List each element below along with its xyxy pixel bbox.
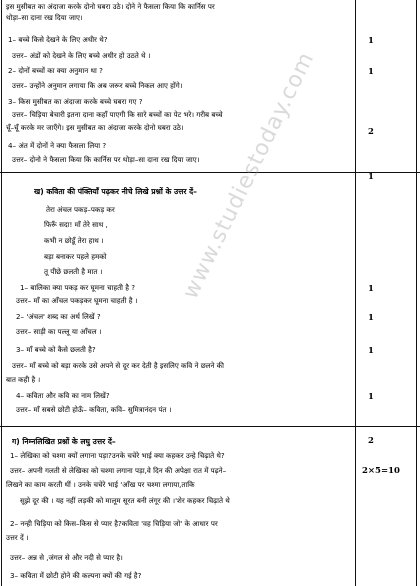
marks-c-total: 2×5=10	[362, 466, 400, 476]
question-b2: 2– 'अंचल' शब्द का अर्थ लिखें ?	[16, 312, 101, 321]
row-divider-1	[0, 172, 420, 173]
poem-line-5: तू पीछे छलती है मात ।	[44, 267, 103, 276]
question-c1: 1– लेखिका को चश्मा क्यों लगाना पड़ा?उनके चचेरे भाई क्या कहकर उन्हे चिढ़ाते थे?	[10, 451, 225, 460]
section-c-heading: ग) निम्नलिखित प्रश्नों के लघु उत्तर दें–	[12, 437, 116, 446]
question-c2-line-2: उत्तर दें ।	[6, 533, 29, 542]
poem-line-2: फिरूँ सदा! माँ तेरे साथ ,	[44, 220, 108, 229]
table-border-right	[416, 0, 417, 586]
passage-line-2: थोड़ा–सा दाना रख दिया जाए।	[6, 13, 83, 22]
poem-line-3: कभी न छोडूँ तेरा हाथ ।	[44, 236, 104, 245]
table-border-left	[1, 0, 2, 586]
marks-b2: 1	[368, 313, 374, 323]
question-a2: 2– दोनों बच्चों का क्या अनुमान था ?	[8, 66, 103, 75]
answer-b3-line-2: बात कही है ।	[6, 375, 41, 384]
question-c2-line-1: 2– नन्ही चिड़िया को किस–किस से प्यार है?कविता 'वह चिड़िया जो' के आधार पर	[10, 519, 218, 528]
passage-line-1: इस मुसीबत का अंदाजा करके दोनो घबरा उठे। दोने ने फैसला किया कि कार्निस पर	[6, 2, 215, 11]
marks-a3: 2	[368, 127, 374, 137]
poem-line-1: तेरा अंचल पकड़–पकड़ कर	[46, 205, 115, 214]
answer-b4: उत्तर– माँ सबसे छोटी होऊँ– कविता, कवि– सुमित्रानंदन पंत ।	[16, 405, 172, 414]
marks-c-heading: 2	[368, 436, 374, 446]
watermark: www.studiestoday.com	[178, 48, 320, 303]
question-b1: 1– बालिका क्या पकड़ कर घूमना चाहती है ?	[20, 283, 136, 292]
answer-a3-line-1: उत्तर– चिड़िया बेचारी इतना दाना कहाँ पाएगी कि सारे बच्चों का पेट भरे। गरीब बच्चे	[12, 110, 223, 119]
question-c3: 3– कविता में छोटी होने की कल्पना क्यों की गई है?	[10, 571, 142, 580]
answer-c1-line-2: लिखने का काम करती थीं । उनके चचेरे भाई 'आँख पर चश्मा लगाया,ताकि	[6, 480, 195, 489]
answer-a3-line-2: चूँ–चूँ करके मर जाएँगे। इस मुसीबत का अंदाजा करके दोनो घबरा उठे।	[6, 123, 184, 132]
marks-b4: 1	[368, 392, 374, 402]
row-divider-2	[0, 426, 420, 427]
answer-c1-line-1: उत्तर– अपनी गलती से लेखिका को चश्मा लगाना पड़ा,वे दिन की अपेक्षा रात में पढ़ने–	[10, 466, 227, 475]
answer-c1-line-3: सूझे दूर की । यह नहीं लड़की को मालूम सूरत बनी लंगूर की ।'शेर कहकर चिढ़ाते थे	[20, 496, 230, 505]
question-b4: 4– कविता और कवि का नाम लिखें?	[16, 391, 110, 400]
answer-b3-line-1: उत्तर– माँ बच्चे को बड़ा करके उसे अपने से दूर कर देती है इसलिए कवि ने छलने की	[12, 361, 224, 370]
poem-line-4: बड़ा बनाकर पहले हमको	[44, 252, 107, 261]
answer-a1: उत्तर– अंडों को देखने के लिए बच्चे अधीर हो उठते थे ।	[12, 51, 151, 60]
answer-b2: उत्तर– साड़ी का पल्लू या आँचल ।	[16, 327, 102, 336]
marks-b3: 1	[368, 346, 374, 356]
marks-a2: 1	[368, 67, 374, 77]
question-a3: 3– किस मुसीबत का अंदाजा करके बच्चे घबरा गए ?	[8, 97, 143, 106]
question-a1: 1– बच्चे किसे देखने के लिए अधीर थे?	[8, 35, 108, 44]
question-b3: 3– माँ बच्चे को कैसे छलती है?	[16, 345, 96, 354]
answer-c2: उत्तर– अन्न से ,जंगल से और नदी से प्यार है।	[10, 553, 123, 562]
answer-a4: उत्तर– दोनो ने फैसला किया कि कार्निस पर थोड़ा–सा दाना रख दिया जाए।	[12, 155, 200, 164]
answer-a2: उत्तर– उन्होंने अनुमान लगाया कि अब जरूर बच्चे निकल आए होंगे।	[12, 81, 183, 90]
section-b-heading: ख) कविता की पंक्तियाँ पढ़कर नीचे लिखे प्रश्नों के उत्तर दें–	[34, 187, 197, 196]
marks-b1: 1	[368, 284, 374, 294]
answer-b1: उत्तर– माँ का आँचल पकड़कर घूमना चाहती है ।	[16, 296, 138, 305]
question-a4: 4– अंत में दोनों ने क्या फैसला लिया ?	[8, 141, 107, 150]
marks-a4: 1	[368, 172, 374, 182]
marks-a1: 1	[368, 36, 374, 46]
